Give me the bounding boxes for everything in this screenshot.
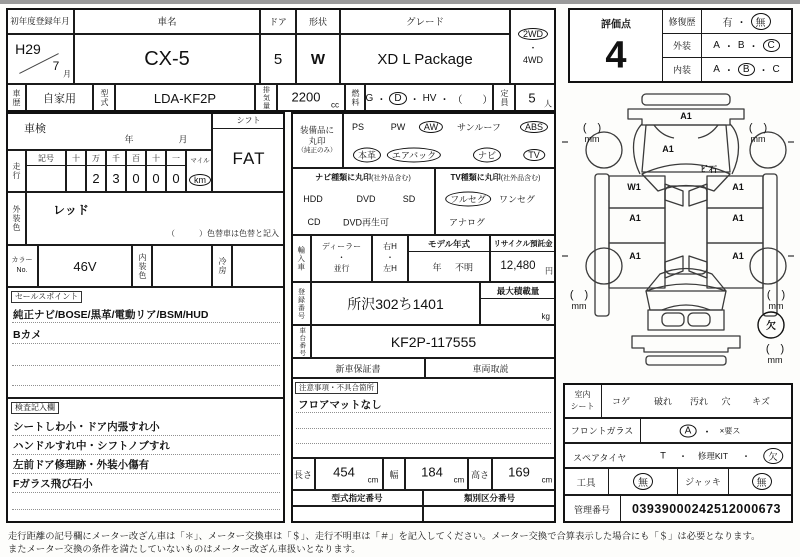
fuel-g: G — [365, 92, 374, 104]
mark-left-rear-door: A1 — [629, 213, 641, 223]
height-unit: cm — [541, 475, 553, 485]
dotted-rule — [12, 385, 280, 386]
mgmt-row — [563, 495, 793, 523]
displacement-value: 2200 — [291, 89, 321, 105]
equipment-label: 装備品に 丸印 （純正のみ） — [291, 112, 343, 168]
shape-header: 形状 — [296, 8, 340, 34]
drive-4wd: 4WD — [523, 54, 543, 65]
equip-ps: PS — [351, 122, 365, 132]
car-name-header: 車名 — [74, 8, 260, 34]
footer-line-2: またメーター交換の条件を満たしていないものはメーター改ざん車扱いとなります。 — [8, 544, 361, 554]
scan-edge — [0, 0, 800, 4]
history-label: 車歴 — [6, 84, 26, 112]
chassis-label: 車台番号 — [291, 325, 311, 358]
seat-ana: 穴 — [721, 396, 731, 407]
tv-fullseg: フルセグ — [445, 192, 491, 207]
mgmt-label: 管理番号 — [564, 496, 621, 522]
dotted-rule — [296, 412, 551, 413]
sales-line-1: 純正ナビ/BOSE/黒革/電動リア/BSM/HUD — [13, 309, 209, 321]
dotted-rule — [296, 428, 551, 429]
rating-score: 4 — [605, 34, 627, 77]
exterior-grade-label: 外装 — [663, 34, 702, 57]
ac-value — [232, 245, 285, 287]
mark-front-bumper: A1 — [680, 111, 692, 121]
nav-type-header: ナビ種類に丸印(社外品含む) — [315, 173, 411, 182]
spare-missing: 欠 — [763, 448, 783, 464]
repair-label: 修復歴 — [663, 10, 702, 33]
fuel-paren: （ ） — [452, 94, 493, 106]
fuel-d: D — [389, 92, 406, 105]
sales-points-box — [6, 287, 285, 398]
height-value: 169 — [508, 464, 530, 480]
nav-dvd: DVD — [356, 194, 376, 204]
nav-type-cell — [291, 168, 435, 235]
equip-tv: TV — [523, 149, 545, 161]
seat-yogore: 汚れ — [689, 396, 709, 407]
history-value: 自家用 — [26, 84, 93, 112]
mileage-kigo-label: 記号 — [27, 151, 65, 166]
svg-text:mm: mm — [584, 134, 600, 144]
recycle-header: リサイクル預託金 — [491, 236, 555, 252]
color-no-value: 46V — [38, 245, 132, 287]
model-code-label: 型式 — [93, 84, 115, 112]
equip-sunroof: サンルーフ — [457, 122, 501, 133]
svg-text:mm: mm — [768, 301, 784, 311]
dotted-rule — [12, 435, 280, 436]
displacement-label: 排気量 — [255, 84, 277, 112]
mark-right-quarter: A1 — [732, 251, 744, 261]
shape-value: W — [296, 34, 340, 84]
jack-label: ジャッキ — [678, 469, 729, 494]
rating-box — [568, 8, 793, 83]
nav-sd: SD — [402, 194, 416, 204]
grade-value: XD L Package — [340, 34, 510, 84]
damage-marks — [627, 111, 776, 332]
mileage-col-4: 十 0 — [146, 150, 166, 192]
manual-cell: 車両取説 — [425, 358, 556, 378]
import-hand-cell: 右H ・ 左H — [372, 235, 408, 282]
front-glass-row: フロントガラス A ・ ×要ス — [563, 418, 793, 443]
equip-navi: ナビ — [473, 148, 501, 163]
seat-label: 室内 シート — [564, 384, 602, 417]
recycle-cell — [490, 235, 556, 282]
import-dealer-cell: ディーラー ・ 並行 — [311, 235, 372, 282]
repair-no: 無 — [751, 13, 771, 30]
capacity-label: 定員 — [493, 84, 515, 112]
shaken-year-unit: 年 — [124, 134, 134, 145]
capacity-unit: 人 — [544, 99, 552, 109]
nav-dvd-play: DVD再生可 — [342, 217, 390, 228]
spare-t: T — [660, 450, 666, 462]
model-code: LDA-KF2P — [115, 84, 255, 112]
max-load-cell — [480, 282, 556, 325]
equip-airbag: エアバック — [387, 148, 441, 163]
note-line-1: シートしわ小・ドア内張すれ小 — [13, 421, 160, 433]
int-color-label: 内装色 — [132, 245, 152, 287]
nav-hdd: HDD — [303, 194, 323, 204]
fuel-dot1: ・ — [376, 94, 387, 106]
ext-color-label: 外装色 — [6, 192, 26, 245]
capacity-value: 5 — [528, 90, 536, 106]
first-reg-header: 初年度登録年月 — [6, 8, 74, 34]
mark-right-front-door: A1 — [732, 182, 744, 192]
km-label: km — [189, 174, 211, 186]
length-value: 454 — [333, 464, 355, 480]
displacement-cell — [277, 84, 345, 112]
width-label: 幅 — [383, 458, 405, 490]
svg-text:mm: mm — [767, 355, 783, 365]
mileage-col-1: 万 2 — [86, 150, 106, 192]
height-label: 高さ — [468, 458, 492, 490]
dotted-rule — [296, 443, 551, 444]
tv-type-header: TV種類に丸印(社外品含む) — [450, 173, 541, 182]
model-year-cell — [408, 235, 490, 282]
model-year-value: 不明 — [454, 262, 474, 273]
ext-color-note: （ ）色替車は色替と記入 — [167, 229, 279, 238]
reg-month: 7 — [52, 59, 60, 73]
width-value: 184 — [421, 464, 443, 480]
interior-grade-value: A ・ B ・ C — [713, 64, 780, 77]
tools-label: 工具 — [564, 469, 609, 494]
mark-hood: A1 — [662, 144, 674, 154]
dotted-rule — [12, 343, 280, 344]
warranty-cell: 新車保証書 — [291, 358, 425, 378]
mileage-col-2: 千 3 — [106, 150, 126, 192]
shift-cell — [212, 112, 285, 192]
seat-kizu: キズ — [752, 396, 770, 407]
recycle-unit: 円 — [545, 266, 553, 276]
exterior-grade-c: C — [763, 39, 780, 52]
fuel-label: 燃料 — [345, 84, 365, 112]
model-year-year: 年 — [432, 262, 442, 273]
spare-kit: 修理KIT — [697, 451, 729, 461]
inspector-notes-box — [6, 398, 285, 523]
max-load-unit: kg — [541, 312, 550, 321]
shift-value: FAT — [232, 149, 266, 168]
front-glass-note: ×要ス — [719, 426, 741, 436]
svg-text:( ): ( ) — [766, 289, 786, 301]
equip-abs: ABS — [520, 121, 548, 133]
width-cell — [405, 458, 468, 490]
drive-type-cell — [510, 8, 556, 84]
svg-text:mm: mm — [571, 301, 587, 311]
fuel-dot2: ・ — [409, 94, 420, 106]
svg-text:( ): ( ) — [569, 289, 589, 301]
tools-value: 無 — [633, 473, 653, 490]
type-designation-header: 型式指定番号 — [291, 490, 423, 506]
drive-2wd: 2WD — [518, 28, 548, 40]
mileage-unit-cell — [186, 150, 212, 192]
mark-left-quarter: A1 — [629, 251, 641, 261]
door-header: ドア — [260, 8, 296, 34]
door-value: 5 — [260, 34, 296, 84]
mileage-col-5: 一 0 — [166, 150, 186, 192]
tv-oneseg: ワンセグ — [498, 194, 536, 205]
footer-line-1: 走行距離の記号欄にメーター改ざん車は「＊」、メーター交換車は「＄」、走行不明車は「＃」を記入してください。メーター交換で合算表示した場合にも「＄」は必要となります。 — [8, 531, 761, 541]
jack-value-cell — [729, 469, 794, 494]
reg-no-value: 所沢302ち1401 — [311, 282, 480, 325]
rating-score-label: 評価点 — [601, 19, 631, 31]
mark-windshield: ﾋﾞ石 — [701, 165, 717, 174]
equip-aw: AW — [419, 121, 443, 133]
interior-grade-label: 内装 — [663, 58, 702, 81]
length-unit: cm — [367, 475, 379, 485]
shaken-label: 車検 — [24, 123, 46, 135]
drive-dot: ・ — [528, 42, 538, 53]
spare-tire-label: スペアタイヤ — [573, 453, 627, 463]
width-unit: cm — [453, 475, 465, 485]
tv-analog: アナログ — [448, 217, 486, 228]
dotted-rule — [12, 492, 280, 493]
shift-label: シフト — [213, 113, 284, 129]
repair-value: 有 ・ 無 — [702, 10, 791, 33]
note-line-3: 左前ドア修理跡・外装小傷有 — [13, 459, 150, 471]
reg-month-unit: 月 — [63, 69, 71, 79]
mark-right-rear-door: A1 — [732, 213, 744, 223]
mark-left-front-door: W1 — [627, 182, 641, 192]
classification-value — [423, 506, 556, 523]
fuel-hv: HV — [422, 92, 437, 104]
seat-koge: コゲ — [611, 396, 631, 407]
sales-points-tag: セールスポイント — [11, 291, 82, 303]
import-label: 輸入車 — [291, 235, 311, 282]
tools-value-cell — [609, 469, 678, 494]
tools-row — [563, 468, 793, 495]
height-cell — [492, 458, 556, 490]
inspector-notes-tag: 検査記入欄 — [11, 402, 59, 414]
displacement-unit: cc — [331, 100, 339, 110]
max-load-header: 最大積載量 — [481, 283, 555, 299]
capacity-cell — [515, 84, 556, 112]
classification-header: 類別区分番号 — [423, 490, 556, 506]
ext-color-value: レッド — [53, 203, 89, 217]
chassis-value: KF2P-117555 — [311, 325, 556, 358]
car-damage-diagram — [562, 88, 794, 380]
note-line-4: Fガラス飛び石小 — [13, 478, 93, 490]
caution-line-1: フロアマットなし — [298, 399, 382, 411]
interior-grade-b: B — [738, 63, 755, 76]
front-glass-label: フロントガラス — [564, 419, 641, 442]
jack-value: 無 — [752, 473, 772, 490]
repair-row — [663, 10, 791, 34]
shaken-month-unit: 月 — [178, 134, 188, 145]
dotted-rule — [12, 322, 280, 323]
dotted-rule — [12, 473, 280, 474]
tv-type-cell — [435, 168, 556, 235]
model-year-header: モデル年式 — [409, 236, 489, 252]
mgmt-number: 03939000242512000673 — [631, 502, 782, 516]
length-cell — [315, 458, 383, 490]
int-color-value — [152, 245, 212, 287]
color-no-label: カラー No. — [6, 245, 38, 287]
fuel-dot3: ・ — [439, 94, 450, 106]
grade-header: グレード — [340, 8, 510, 34]
mile-label: マイル — [190, 157, 210, 165]
equip-leather: 本革 — [353, 148, 381, 163]
exterior-grade-row — [663, 34, 791, 58]
front-glass-a: A — [680, 425, 697, 438]
note-line-2: ハンドルすれ中・シフトノブすれ — [13, 440, 170, 452]
svg-text:( ): ( ) — [765, 343, 785, 355]
seat-row — [563, 383, 793, 418]
recycle-value: 12,480 — [500, 260, 536, 272]
shaken-cell — [6, 112, 212, 150]
interior-grade-row — [663, 58, 791, 81]
caution-tag: 注意事項・不具合箇所 — [295, 382, 378, 394]
equip-pw: PW — [390, 122, 406, 132]
dotted-rule — [12, 365, 280, 366]
equipment-items — [343, 112, 556, 168]
fuel-cell — [365, 84, 493, 112]
sales-line-2: Bカメ — [13, 329, 42, 341]
svg-text:mm: mm — [750, 134, 766, 144]
car-name: CX-5 — [74, 34, 260, 84]
mark-missing: 欠 — [766, 321, 776, 332]
dotted-rule — [12, 509, 280, 510]
ac-label: 冷房 — [212, 245, 232, 287]
mileage-col-0: 十 — [66, 150, 86, 192]
mileage-kigo-col — [26, 150, 66, 192]
mileage-col-3: 百 0 — [126, 150, 146, 192]
seat-yabure: 破れ — [653, 396, 673, 407]
dotted-rule — [12, 454, 280, 455]
length-label: 長さ — [291, 458, 315, 490]
svg-text:( ): ( ) — [748, 122, 768, 134]
ext-color-cell — [26, 192, 285, 245]
caution-box — [291, 378, 556, 458]
first-reg-cell — [6, 34, 74, 84]
type-designation-value — [291, 506, 423, 523]
reg-no-label: 登録番号 — [291, 282, 311, 325]
exterior-grade-value: A ・ B ・ C — [702, 34, 791, 57]
reg-year: H29 — [15, 41, 41, 57]
svg-text:( ): ( ) — [582, 122, 602, 134]
spare-tire-row: スペアタイヤ T ・ 修理KIT ・ 欠 — [563, 443, 793, 468]
mileage-label: 走行 — [6, 150, 26, 192]
nav-cd: CD — [307, 217, 321, 227]
